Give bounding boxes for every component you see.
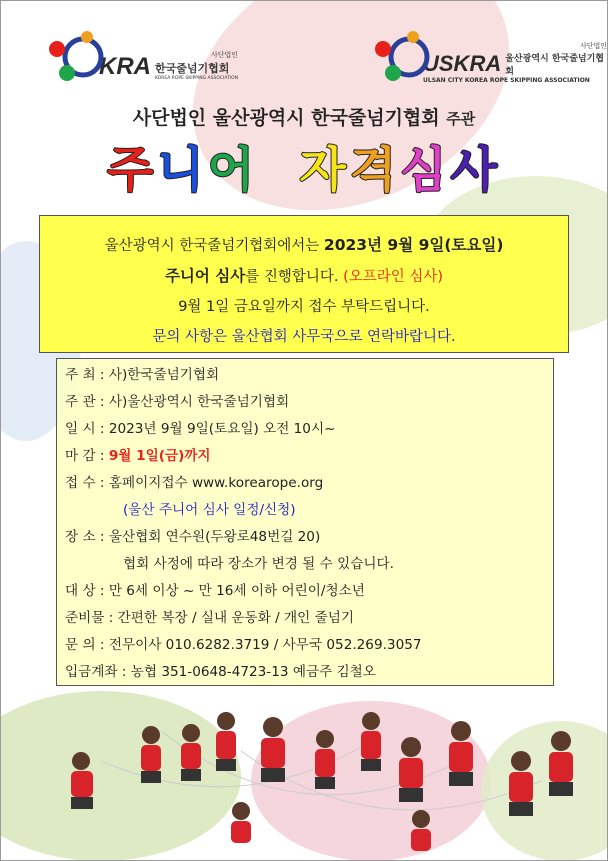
- detail-label: 대 상: [65, 583, 96, 599]
- details-box: [56, 358, 554, 686]
- detail-label: 접 수: [65, 475, 96, 491]
- detail-value: 농협 351-0648-4723-13 예금주 김철오: [130, 664, 376, 680]
- detail-row-supplies: 준비물 : 간편한 복장 / 실내 운동화 / 개인 줄넘기: [65, 606, 354, 626]
- detail-label: 주 최: [65, 367, 96, 383]
- detail-row-contact: 문 의 : 전무이사 010.6282.3719 / 사무국 052.269.3057: [65, 633, 422, 653]
- uskra-name-ko: 울산광역시 한국줄넘기협회: [505, 54, 605, 77]
- notice-line-1a: 울산광역시 한국줄넘기협회에서는: [104, 238, 320, 254]
- title-char: 심: [400, 142, 451, 198]
- uskra-tag: 사단법인: [579, 42, 607, 50]
- detail-label: 마 감: [65, 448, 96, 464]
- skipper-figure-4: [216, 712, 236, 771]
- skipper-figure-5: [261, 717, 285, 782]
- detail-row-target: 대 상 : 만 6세 이상 ~ 만 16세 이하 어린이/청소년: [65, 579, 365, 599]
- detail-row-host: 주 최 : 사)한국줄넘기협회: [65, 363, 219, 383]
- notice-line-4: 문의 사항은 울산협회 사무국으로 연락바랍니다.: [152, 329, 456, 345]
- title-char: 어: [207, 142, 259, 198]
- notice-line-2: [40, 264, 568, 286]
- detail-value: 사)울산광역시 한국줄넘기협회: [108, 394, 290, 410]
- skipper-figure-6: [315, 730, 335, 789]
- subtitle-host: 주관: [446, 110, 476, 128]
- page-title: [1, 131, 607, 200]
- kra-abbr: KRA: [99, 52, 151, 80]
- detail-value: 홈페이지접수 www.korearope.org: [108, 475, 324, 491]
- title-char: 격: [349, 142, 401, 198]
- notice-box: [39, 215, 569, 353]
- kra-emblem-icon: [47, 27, 103, 83]
- skipper-figure-2: [141, 726, 161, 783]
- notice-line-1: [40, 233, 568, 255]
- detail-row-account: 입금계좌 : 농협 351-0648-4723-13 예금주 김철오: [65, 660, 376, 680]
- notice-offline: (오프라인 심사): [343, 269, 444, 285]
- detail-value: 협회 사정에 따라 장소가 변경 될 수 있습니다.: [123, 556, 394, 572]
- kra-name-en: KOREA ROPE SKIPPING ASSOCIATION: [155, 75, 239, 81]
- uskra-name-en: ULSAN CITY KOREA ROPE SKIPPING ASSOCIATION: [423, 77, 590, 84]
- notice-line-2b: 를 진행합니다.: [245, 269, 339, 285]
- detail-row-apply-note: [123, 498, 296, 518]
- uskra-emblem-icon: [373, 27, 429, 83]
- skipper-figure-3: [181, 724, 201, 781]
- detail-label: 문 의: [65, 637, 96, 653]
- notice-line-3: 9월 1일 금요일까지 접수 부탁드립니다.: [178, 299, 430, 315]
- kra-name-ko: 한국줄넘기협회: [155, 61, 230, 75]
- rope-skippers-photo: [41, 701, 601, 861]
- uskra-logo: [373, 25, 607, 84]
- skipper-figure-12: [231, 802, 251, 843]
- notice-date: 2023년 9월 9일(토요일): [323, 236, 504, 254]
- detail-value: 울산협회 연수원(두왕로48번길 20): [108, 529, 321, 545]
- uskra-abbr: USKRA: [423, 51, 502, 76]
- kra-logo: [47, 27, 238, 83]
- kra-tag: 사단법인: [211, 50, 239, 59]
- detail-row-venue: 장 소 : 울산협회 연수원(두왕로48번길 20): [65, 525, 320, 545]
- subtitle: [1, 103, 607, 130]
- title-char: 사: [450, 142, 502, 198]
- notice-event: 주니어 심사: [164, 267, 246, 285]
- detail-value: 사)한국줄넘기협회: [108, 367, 220, 383]
- detail-label: 입금계좌: [65, 664, 118, 680]
- title-char: 니: [157, 142, 208, 198]
- skipper-figure-13: [411, 810, 431, 851]
- skipper-figure-9: [449, 721, 473, 786]
- detail-label: 장 소: [65, 529, 96, 545]
- detail-value: 전무이사 010.6282.3719 / 사무국 052.269.3057: [108, 637, 422, 653]
- title-char: 주: [106, 142, 158, 198]
- subtitle-org: 사단법인 울산광역시 한국줄넘기협회: [132, 107, 440, 129]
- detail-value: 간편한 복장 / 실내 운동화 / 개인 줄넘기: [117, 610, 355, 626]
- detail-label: 준비물: [65, 610, 105, 626]
- detail-row-apply: 접 수 : 홈페이지접수 www.korearope.org: [65, 471, 323, 491]
- detail-label: 주 관: [65, 394, 96, 410]
- detail-row-organizer: 주 관 : 사)울산광역시 한국줄넘기협회: [65, 390, 289, 410]
- detail-label: 일 시: [65, 421, 96, 437]
- skipper-figure-7: [361, 712, 381, 771]
- title-char: 자: [299, 142, 350, 198]
- detail-row-venue-note: [123, 552, 394, 572]
- detail-value-deadline: 9월 1일(금)까지: [108, 448, 211, 464]
- detail-row-datetime: 일 시 : 2023년 9월 9일(토요일) 오전 10시~: [65, 417, 335, 437]
- detail-row-deadline: 마 감 : 9월 1일(금)까지: [65, 444, 211, 464]
- detail-value: 만 6세 이상 ~ 만 16세 이하 어린이/청소년: [108, 583, 365, 599]
- detail-value: 2023년 9월 9일(토요일) 오전 10시~: [108, 421, 336, 437]
- skipper-figure-11: [549, 731, 573, 796]
- skipper-figure-10: [509, 751, 533, 816]
- skipper-figure-1: [71, 752, 93, 809]
- skipper-figure-8: [399, 737, 423, 802]
- detail-value-apply-link[interactable]: (울산 주니어 심사 일정/신청): [123, 502, 296, 518]
